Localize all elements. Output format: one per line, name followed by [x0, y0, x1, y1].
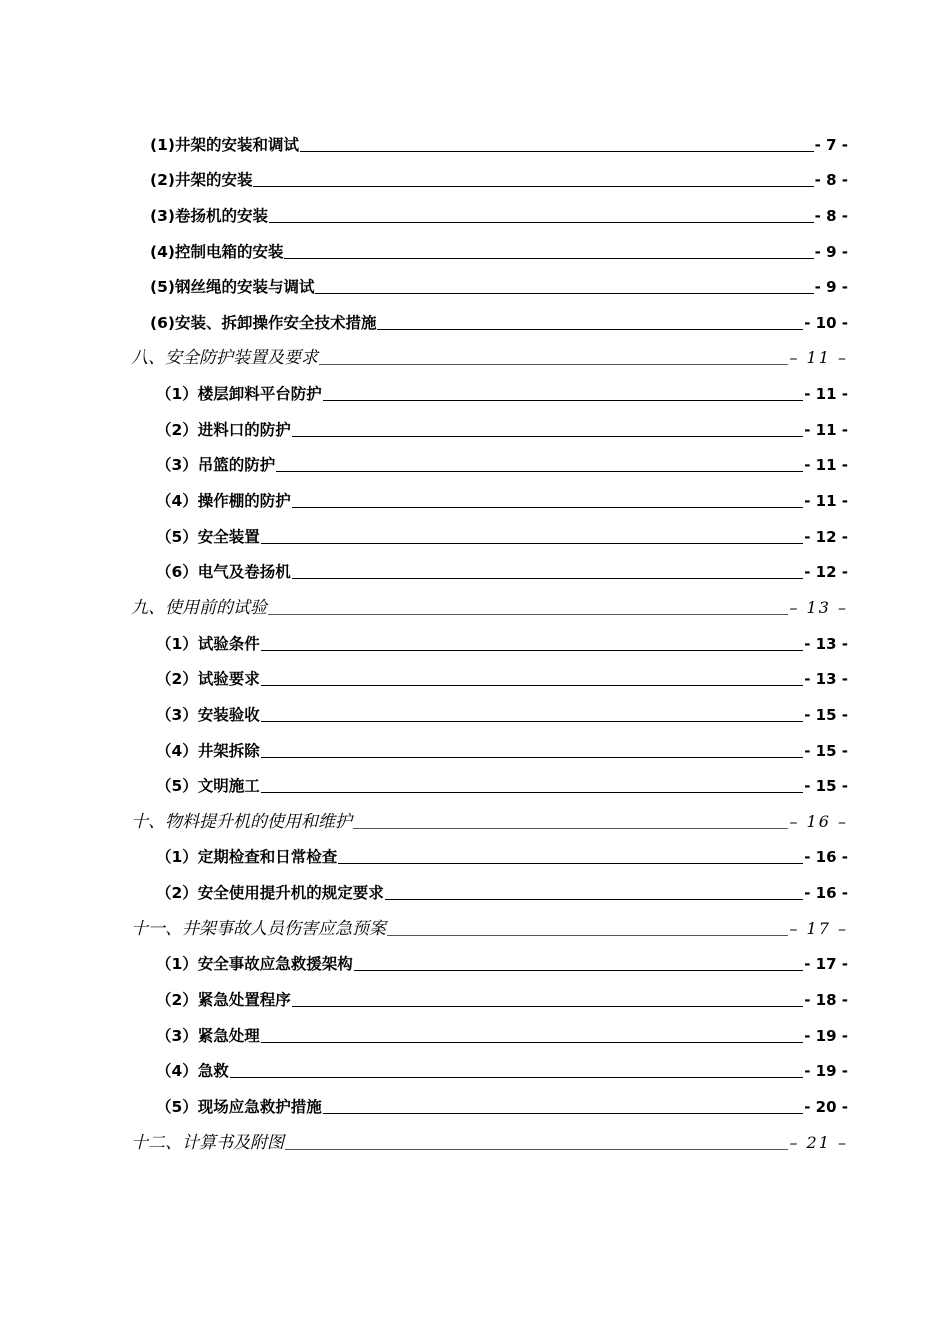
toc-entry-page: - 15 -: [804, 741, 848, 760]
toc-entry-label: （1）试验条件: [156, 634, 260, 653]
toc-leader-line: [315, 293, 813, 294]
toc-leader-line: [319, 364, 788, 365]
toc-leader-line: [261, 792, 803, 793]
toc-chapter-entry[interactable]: [0, 904, 950, 940]
toc-entry[interactable]: [0, 1082, 950, 1118]
toc-entry-label: （3）紧急处理: [156, 1026, 260, 1045]
toc-entry[interactable]: [0, 512, 950, 548]
toc-chapter-page: – 16 –: [789, 811, 848, 831]
toc-entry[interactable]: [0, 655, 950, 691]
toc-entry-label: （2）紧急处置程序: [156, 991, 291, 1010]
toc-entry-label: (3)卷扬机的安装: [150, 206, 268, 225]
toc-chapter-label: 十二、计算书及附图: [131, 1132, 284, 1153]
toc-leader-line: [292, 578, 803, 579]
toc-entry[interactable]: [0, 868, 950, 904]
toc-leader-line: [268, 614, 788, 615]
toc-entry-label: （2）安全使用提升机的规定要求: [156, 884, 384, 903]
toc-entry-page: - 10 -: [804, 313, 848, 332]
toc-entry-page: - 7 -: [814, 135, 848, 154]
toc-entry[interactable]: [0, 762, 950, 798]
toc-leader-line: [261, 543, 803, 544]
toc-entry-page: - 18 -: [804, 991, 848, 1010]
toc-entry-label: （3）安装验收: [156, 705, 260, 724]
toc-leader-line: [377, 329, 803, 330]
toc-entry-page: - 11 -: [804, 492, 848, 511]
toc-entry-label: (4)控制电箱的安装: [150, 242, 284, 261]
toc-entry[interactable]: [0, 1047, 950, 1083]
toc-entry-label: (5)钢丝绳的安装与调试: [150, 278, 315, 297]
toc-entry[interactable]: [0, 405, 950, 441]
toc-entry-label: （5）文明施工: [156, 777, 260, 796]
toc-leader-line: [385, 899, 803, 900]
toc-entry[interactable]: [0, 548, 950, 584]
toc-entry[interactable]: [0, 975, 950, 1011]
toc-entry-label: (6)安装、拆卸操作安全技术措施: [150, 313, 377, 332]
toc-entry-label: （1）安全事故应急救援架构: [156, 955, 353, 974]
toc-chapter-page: – 21 –: [789, 1132, 848, 1152]
toc-entry[interactable]: [0, 369, 950, 405]
toc-leader-line: [323, 1113, 803, 1114]
toc-entry-page: - 8 -: [814, 171, 848, 190]
toc-chapter-label: 十一、井架事故人员伤害应急预案: [131, 918, 386, 939]
toc-leader-line: [353, 828, 788, 829]
toc-entry-label: （1）楼层卸料平台防护: [156, 385, 322, 404]
toc-entry-page: - 8 -: [814, 206, 848, 225]
toc-leader-line: [261, 721, 803, 722]
toc-leader-line: [284, 258, 813, 259]
toc-chapter-entry[interactable]: [0, 583, 950, 619]
toc-chapter-label: 十、物料提升机的使用和维护: [131, 811, 352, 832]
toc-entry-label: （2）试验要求: [156, 670, 260, 689]
toc-entry-label: (2)井架的安装: [150, 171, 253, 190]
toc-entry[interactable]: [0, 940, 950, 976]
toc-entry[interactable]: [0, 441, 950, 477]
toc-leader-line: [269, 222, 814, 223]
toc-entry-page: - 9 -: [814, 242, 848, 261]
toc-entry-page: - 15 -: [804, 777, 848, 796]
toc-leader-line: [261, 685, 803, 686]
toc-entry[interactable]: [0, 476, 950, 512]
toc-leader-line: [261, 1042, 803, 1043]
toc-leader-line: [285, 1149, 788, 1150]
toc-entry-page: - 15 -: [804, 705, 848, 724]
toc-entry-page: - 20 -: [804, 1097, 848, 1116]
toc-chapter-entry[interactable]: [0, 334, 950, 370]
toc-entry-page: - 17 -: [804, 955, 848, 974]
toc-leader-line: [338, 863, 803, 864]
toc-entry-page: - 12 -: [804, 527, 848, 546]
toc-entry[interactable]: [0, 619, 950, 655]
toc-chapter-page: – 17 –: [789, 918, 848, 938]
toc-chapter-label: 八、安全防护装置及要求: [131, 348, 318, 369]
toc-entry-label: （1）定期检查和日常检查: [156, 848, 338, 867]
toc-leader-line: [261, 650, 803, 651]
toc-entry-page: - 13 -: [804, 634, 848, 653]
toc-leader-line: [387, 935, 788, 936]
toc-leader-line: [253, 186, 813, 187]
toc-chapter-entry[interactable]: [0, 797, 950, 833]
toc-leader-line: [230, 1077, 803, 1078]
toc-entry-page: - 11 -: [804, 456, 848, 475]
toc-leader-line: [323, 400, 803, 401]
toc-entry[interactable]: [0, 156, 950, 192]
toc-entry[interactable]: [0, 120, 950, 156]
toc-entry-label: （4）急救: [156, 1062, 229, 1081]
toc-entry-page: - 13 -: [804, 670, 848, 689]
toc-leader-line: [354, 970, 803, 971]
toc-entry-label: （6）电气及卷扬机: [156, 563, 291, 582]
toc-entry[interactable]: [0, 263, 950, 299]
toc-leader-line: [292, 1006, 803, 1007]
toc-entry[interactable]: [0, 833, 950, 869]
toc-leader-line: [261, 757, 803, 758]
toc-leader-line: [292, 507, 803, 508]
toc-chapter-label: 九、使用前的试验: [131, 597, 267, 618]
toc-entry-page: - 9 -: [814, 278, 848, 297]
toc-entry-page: - 16 -: [804, 848, 848, 867]
toc-entry-page: - 19 -: [804, 1026, 848, 1045]
toc-entry-page: - 12 -: [804, 563, 848, 582]
toc-entry[interactable]: [0, 227, 950, 263]
toc-entry[interactable]: [0, 298, 950, 334]
toc-entry-label: （2）进料口的防护: [156, 420, 291, 439]
toc-entry-label: （4）操作棚的防护: [156, 492, 291, 511]
toc-entry-page: - 19 -: [804, 1062, 848, 1081]
toc-leader-line: [276, 471, 803, 472]
toc-entry-label: （4）井架拆除: [156, 741, 260, 760]
toc-entry-label: （3）吊篮的防护: [156, 456, 276, 475]
toc-entry-page: - 11 -: [804, 385, 848, 404]
toc-leader-line: [300, 151, 814, 152]
toc-chapter-page: – 11 –: [789, 348, 848, 368]
toc-entry-label: （5）安全装置: [156, 527, 260, 546]
toc-entry-page: - 16 -: [804, 884, 848, 903]
toc-entry-page: - 11 -: [804, 420, 848, 439]
toc-chapter-page: – 13 –: [789, 597, 848, 617]
toc-entry-label: （5）现场应急救护措施: [156, 1097, 322, 1116]
table-of-contents: [0, 120, 950, 1154]
toc-chapter-entry[interactable]: [0, 1118, 950, 1154]
toc-entry[interactable]: [0, 191, 950, 227]
toc-entry-label: (1)井架的安装和调试: [150, 135, 299, 154]
toc-entry[interactable]: [0, 690, 950, 726]
toc-leader-line: [292, 436, 803, 437]
toc-entry[interactable]: [0, 726, 950, 762]
toc-entry[interactable]: [0, 1011, 950, 1047]
